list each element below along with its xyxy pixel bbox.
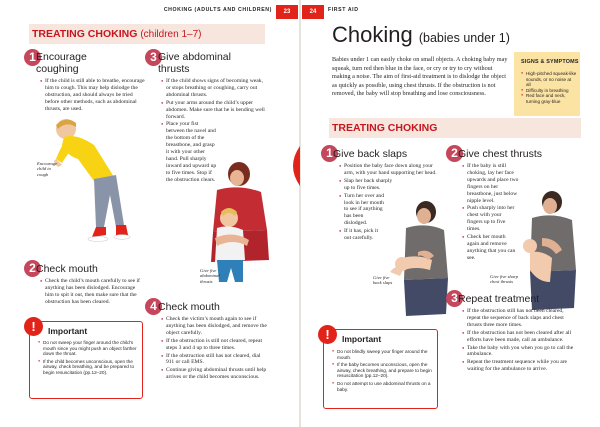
baby-caption-2-line1: Give five sharp: [490, 274, 519, 279]
important-heading-right: Important: [342, 334, 382, 344]
important-box-left: [29, 321, 143, 399]
boy-coughing-photo: [36, 115, 140, 255]
running-head-left: CHOKING (ADULTS AND CHILDREN): [163, 7, 272, 13]
baby-step-2-photo-caption: [490, 274, 530, 285]
signs-symptoms-box: [514, 52, 580, 116]
baby-step-3-bullet: ● If the obstruction still has not been cleared, repeat the sequence of back slaps and chest thrusts three more times.: [462, 308, 578, 329]
baby-step-3-bullets: [462, 308, 578, 374]
intro-paragraph: Babies under 1 can easily choke on small objects. A choking baby may squeak, turn red then blue in the face, or cry or try to cry without making a noise. The aim of first-aid treatment is to dislodge the object as quickly as possible, using chest thrusts. If the obstruction is not removed, the baby will stop breathing and lose consciousness.: [332, 56, 508, 97]
right-page: [300, 0, 600, 427]
caption-1-line3: cough: [37, 171, 49, 177]
baby-step-3-bullet: ● If the obstruction has not been cleared after all efforts have been made, call an ambulance.: [462, 330, 578, 344]
step-1-bullet: ● If the child is still able to breathe, encourage him to cough. This may help dislodge the obstruction, and should always be tried before other methods, such as abdominal thrusts, are used.: [40, 78, 145, 113]
step-3-photo-caption: [200, 268, 230, 284]
baby-step-number-1: 1: [321, 145, 338, 162]
step-number-4: 4: [145, 298, 162, 315]
step-title-3-line2: thrusts: [158, 63, 190, 75]
baby-step-2-bullet: ● If the baby is still choking, lay her face upwards and place two fingers on her breastbone, just below nipple level.: [462, 163, 520, 204]
baby-step-2-bullet: ● Check her mouth again and remove anything that you can see.: [462, 234, 518, 262]
important-list-left: [38, 340, 140, 378]
page-title-main: Choking: [332, 22, 413, 47]
caption-3-line1: Give five: [200, 268, 217, 273]
baby-step-title-2: Give chest thrusts: [458, 148, 543, 160]
baby-step-2-bullet: ● Push sharply into her chest with your fingers up to five times.: [462, 205, 518, 233]
caption-3-line2: abdominal: [200, 273, 220, 279]
step-1-bullets: [40, 78, 145, 114]
step-3-bullet: ● If the child shows signs of becoming weak, or stops breathing or coughing, carry out abdominal thrusts.: [161, 78, 266, 99]
baby-step-1-bullet: ● Position the baby face down along your arm, with your hand supporting her head.: [339, 163, 444, 177]
step-4-bullet: ● Check the victim’s mouth again to see if anything has been dislodged, and remove the object carefully.: [161, 316, 267, 337]
signs-list: [521, 71, 577, 105]
section-title-left: [32, 28, 201, 40]
step-title-1-line1: Encourage: [36, 51, 87, 63]
section-bar-right: [329, 118, 581, 138]
chest-thrusts-photo: [512, 190, 584, 310]
caption-1-line1: Encourage: [37, 161, 58, 166]
warning-icon: !: [318, 325, 337, 344]
page-number-left: 23: [276, 5, 298, 19]
page-title: [332, 22, 510, 48]
important-item-right: ● Do not blindly sweep your finger around the mouth.: [332, 349, 435, 360]
step-title-1-line2: coughing: [36, 63, 79, 75]
page-number-right: 24: [302, 5, 324, 19]
important-heading-left: Important: [48, 326, 88, 336]
section-title-right: TREATING CHOKING: [332, 122, 438, 134]
important-item-left: ● Do not sweep your finger around the child’s mouth since you might push an object farther down the throat.: [38, 340, 140, 357]
baby-step-title-1: Give back slaps: [333, 148, 408, 160]
baby-caption-1-line1: Give five: [373, 275, 390, 280]
page-title-sub: (babies under 1): [418, 31, 510, 45]
step-3-bullet: ● Put your arms around the child’s upper abdomen. Make sure that he is bending well forward.: [161, 100, 266, 121]
important-item-left: ● If the child becomes unconscious, open the airway, check breathing, and be prepared to begin resuscitation (pp.12–20).: [38, 359, 140, 376]
step-title-3-line1: Give abdominal: [158, 51, 231, 63]
baby-step-1-bullet: ● Slap her back sharply up to five times.: [339, 178, 399, 192]
caption-3-line3: thrusts: [200, 278, 213, 284]
step-4-bullets: [161, 316, 267, 382]
signs-item: ● High-pitched squeak-like sounds, or no noise at all: [521, 71, 577, 88]
step-number-1: 1: [24, 49, 41, 66]
running-head-right: FIRST AID: [328, 7, 359, 13]
baby-step-1-bullet: ● Turn her over and look in her mouth to see if anything has been dislodged.: [339, 193, 385, 228]
baby-caption-1-line2: back slaps: [373, 280, 393, 286]
step-number-2: 2: [24, 260, 41, 277]
page-edge-tab: [286, 146, 300, 186]
warning-icon: !: [24, 317, 43, 336]
step-1-photo-caption: [37, 161, 73, 177]
step-number-3: 3: [145, 49, 162, 66]
baby-step-title-3: Repeat treatment: [458, 293, 540, 305]
section-title-left-sub: (children 1–7): [140, 29, 202, 40]
step-2-bullet: ● Check the child’s mouth carefully to see if anything has been dislodged. Encourage him to spit it out, then make sure that the obstruction has been cleared.: [40, 278, 143, 306]
step-4-bullet: ● If the obstruction still has not cleared, dial 911 or call EMS.: [161, 353, 267, 367]
step-4-bullet: ● If the obstruction is still not cleared, repeat steps 3 and 4 up to three times.: [161, 338, 267, 352]
section-bar-left: [29, 24, 265, 44]
step-title-4: Check mouth: [158, 301, 220, 313]
important-box-right: [323, 329, 438, 409]
step-3-bullet: ● Place your fist between the navel and the bottom of the breastbone, and grasp it with your other hand. Pull sharply inward and upward up to five times. Stop if the obstruction clears.: [161, 121, 217, 183]
step-2-bullets: [40, 278, 143, 307]
step-4-bullet: ● Continue giving abdominal thrusts until help arrives or the child becomes unconscious.: [161, 367, 267, 381]
signs-item: ● Difficulty in breathing: [521, 88, 577, 94]
important-item-right: ● Do not attempt to use abdominal thrusts on a baby.: [332, 381, 435, 392]
back-slaps-photo: [388, 198, 450, 316]
step-title-2: Check mouth: [36, 263, 98, 275]
signs-item: ● Red face and neck, turning gray-blue: [521, 93, 577, 104]
baby-step-1-photo-caption: [373, 275, 403, 286]
baby-step-3-bullet: ● Take the baby with you when you go to call the ambulance.: [462, 345, 578, 359]
caption-1-line2: child to: [37, 166, 51, 172]
section-title-left-main: TREATING CHOKING: [32, 28, 138, 40]
baby-step-number-2: 2: [446, 145, 463, 162]
baby-step-number-3: 3: [446, 290, 463, 307]
baby-step-3-bullet: ● Repeat the treatment sequence while you are waiting for the ambulance to arrive.: [462, 359, 578, 373]
important-list-right: [332, 349, 435, 394]
important-item-right: ● If the baby becomes unconscious, open the airway, check breathing, and prepare to begin resuscitation (pp.12–20).: [332, 362, 435, 379]
baby-caption-2-line2: chest thrusts: [490, 279, 514, 285]
signs-heading: SIGNS & SYMPTOMS: [521, 59, 579, 65]
baby-step-1-bullet: ● If it has, pick it out carefully.: [339, 228, 385, 242]
